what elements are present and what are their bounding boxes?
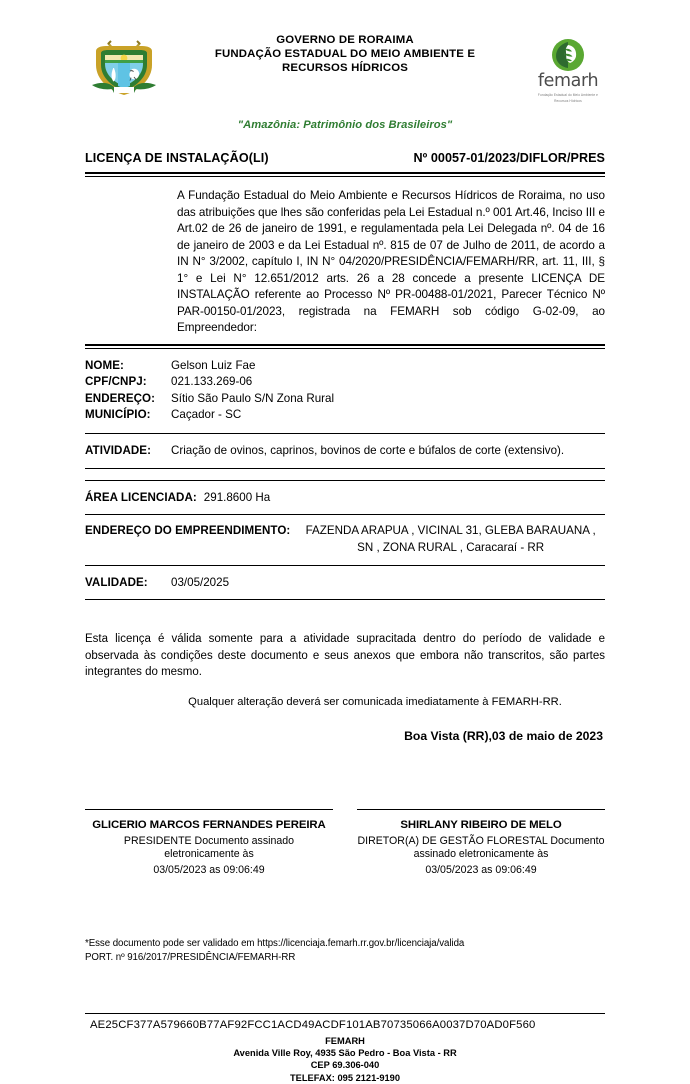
field-activity-value: Criação de ovinos, caprinos, bovinos de corte e búfalos de corte (extensivo). [171, 443, 565, 457]
field-enterprise-address-label: ENDEREÇO DO EMPREENDIMENTO: [85, 524, 291, 538]
footer-address-block [85, 1035, 605, 1084]
footer-telefax: TELEFAX: 095 2121-9190 [289, 1072, 401, 1083]
footer-street: Avenida Ville Roy, 4935 São Pedro - Boa Vista - RR [233, 1048, 457, 1059]
footer-cep: CEP 69.306-040 [310, 1060, 380, 1071]
legal-basis-paragraph: A Fundação Estadual do Meio Ambiente e Recursos Hídricos de Roraima, no uso das atribuições que lhes são conferidas pela Lei Estadual n.º 001 Art.46, Inciso III e Art.02 de 26 de janeiro de 1991, e regulamentada pela Lei Delegada nº. 04 de 16 de janeiro de 2003 e da Lei Estadual nº. 815 de 07 de Julho de 2011, de acordo a IN N° 3/2002, capítulo I, IN N° 04/2020/PRESIDÊNCIA/FEMARH/RR, art. 11, III, § 1° e Lei N° 12.651/2012 arts. 26 a 28 concede a presente LICENÇA DE INSTALAÇÃO referente ao Processo Nº PR-00488-01/2021, Parecer Técnico Nº PAR-00150-01/2023, registrada na FEMARH sob código G-02-09, ao Empreendedor: [177, 189, 605, 335]
entrepreneur-fields [85, 349, 605, 433]
city-and-date: Boa Vista (RR),03 de maio de 2023 [404, 728, 603, 743]
footer-org: FEMARH [325, 1035, 365, 1046]
org-line-resources: RECURSOS HÍDRICOS [282, 62, 408, 75]
field-address-label: ENDEREÇO: [85, 391, 156, 405]
roraima-coat-of-arms-icon [84, 35, 164, 103]
signature-block [85, 809, 605, 878]
signature-line [85, 809, 333, 810]
femarh-subtitle-line1: Fundação Estadual do Meio Ambiente e [537, 92, 599, 97]
field-activity-label: ATIVIDADE: [85, 443, 151, 457]
field-cpf-label: CPF/CNPJ: [85, 375, 147, 389]
enterprise-address-line1: FAZENDA ARAPUA , VICINAL 31, GLEBA BARAUANA , [305, 524, 596, 538]
field-validity [85, 566, 605, 599]
signature-datetime: 03/05/2023 as 09:06:49 [153, 863, 265, 876]
document-footer [85, 1013, 605, 1084]
license-type: LICENÇA DE INSTALAÇÃO(LI) [85, 151, 269, 165]
enterprise-address-line2: SN , ZONA RURAL , Caracaraí - RR [357, 540, 545, 554]
field-cpf-value: 021.133.269-06 [171, 375, 253, 389]
document-hash: AE25CF377A579660B77AF92FCC1ACD49ACDF101AB70735066A0037D70AD0F560 [90, 1018, 536, 1031]
field-municipality-value: Caçador - SC [171, 408, 242, 422]
license-title-row [85, 151, 605, 165]
signature-name: SHIRLANY RIBEIRO DE MELO [400, 818, 562, 831]
closing-paragraph: Esta licença é válida somente para a atividade supracitada dentro do período de validade e observada às condições deste documento e seus anexos que embora não transcritos, são partes integrantes do mesmo. [85, 632, 605, 679]
field-licensed-area-label: ÁREA LICENCIADA: [85, 490, 197, 504]
field-enterprise-address [85, 515, 605, 564]
femarh-leaf-logo-icon [551, 38, 585, 72]
validation-portaria-line: PORT. nº 916/2017/PRESIDÊNCIA/FEMARH-RR [85, 951, 296, 963]
divider-under-title [85, 172, 605, 177]
signature-datetime: 03/05/2023 as 09:06:49 [425, 863, 537, 876]
signature-president [85, 809, 333, 878]
validation-note [85, 937, 605, 963]
field-licensed-area-value: 291.8600 Ha [203, 490, 271, 504]
field-municipality-label: MUNICÍPIO: [85, 408, 151, 422]
signature-line [357, 809, 605, 810]
field-name-value: Gelson Luiz Fae [171, 358, 256, 372]
field-address-value: Sítio São Paulo S/N Zona Rural [171, 391, 335, 405]
divider-above-hash [85, 1013, 605, 1014]
divider-under-validity [85, 599, 605, 600]
org-line-government: GOVERNO DE RORAIMA [276, 34, 414, 46]
change-notice: Qualquer alteração deverá ser comunicada imediatamente à FEMARH-RR. [188, 695, 562, 708]
org-line-foundation: FUNDAÇÃO ESTADUAL DO MEIO AMBIENTE E [214, 48, 476, 61]
field-municipality [85, 407, 605, 423]
license-number: Nº 00057-01/2023/DIFLOR/PRES [413, 151, 605, 165]
femarh-wordmark: femarh [537, 71, 599, 91]
femarh-subtitle-line2: Recursos Hídricos [554, 99, 582, 104]
signature-name: GLICERIO MARCOS FERNANDES PEREIRA [92, 818, 326, 831]
field-name-label: NOME: [85, 358, 124, 372]
signature-forest-director [357, 809, 605, 878]
field-validity-label: VALIDADE: [85, 575, 148, 589]
field-cpf [85, 374, 605, 390]
tagline: "Amazônia: Patrimônio dos Brasileiros" [237, 119, 453, 131]
document-header [85, 0, 605, 111]
organization-titles [135, 33, 555, 75]
signature-role: PRESIDENTE Documento assinado eletronicamente às [123, 834, 295, 861]
field-address [85, 391, 605, 407]
signature-role: DIRETOR(A) DE GESTÃO FLORESTAL Documento assinado eletronicamente às [357, 834, 605, 861]
field-validity-value: 03/05/2025 [171, 575, 230, 589]
femarh-logo [525, 38, 611, 104]
field-enterprise-address-value [296, 523, 605, 556]
field-licensed-area [85, 481, 605, 514]
validation-url-line: *Esse documento pode ser validado em https://licenciaja.femarh.rr.gov.br/licenciaja/valida [85, 938, 465, 950]
field-activity [85, 434, 605, 468]
field-name [85, 358, 605, 374]
